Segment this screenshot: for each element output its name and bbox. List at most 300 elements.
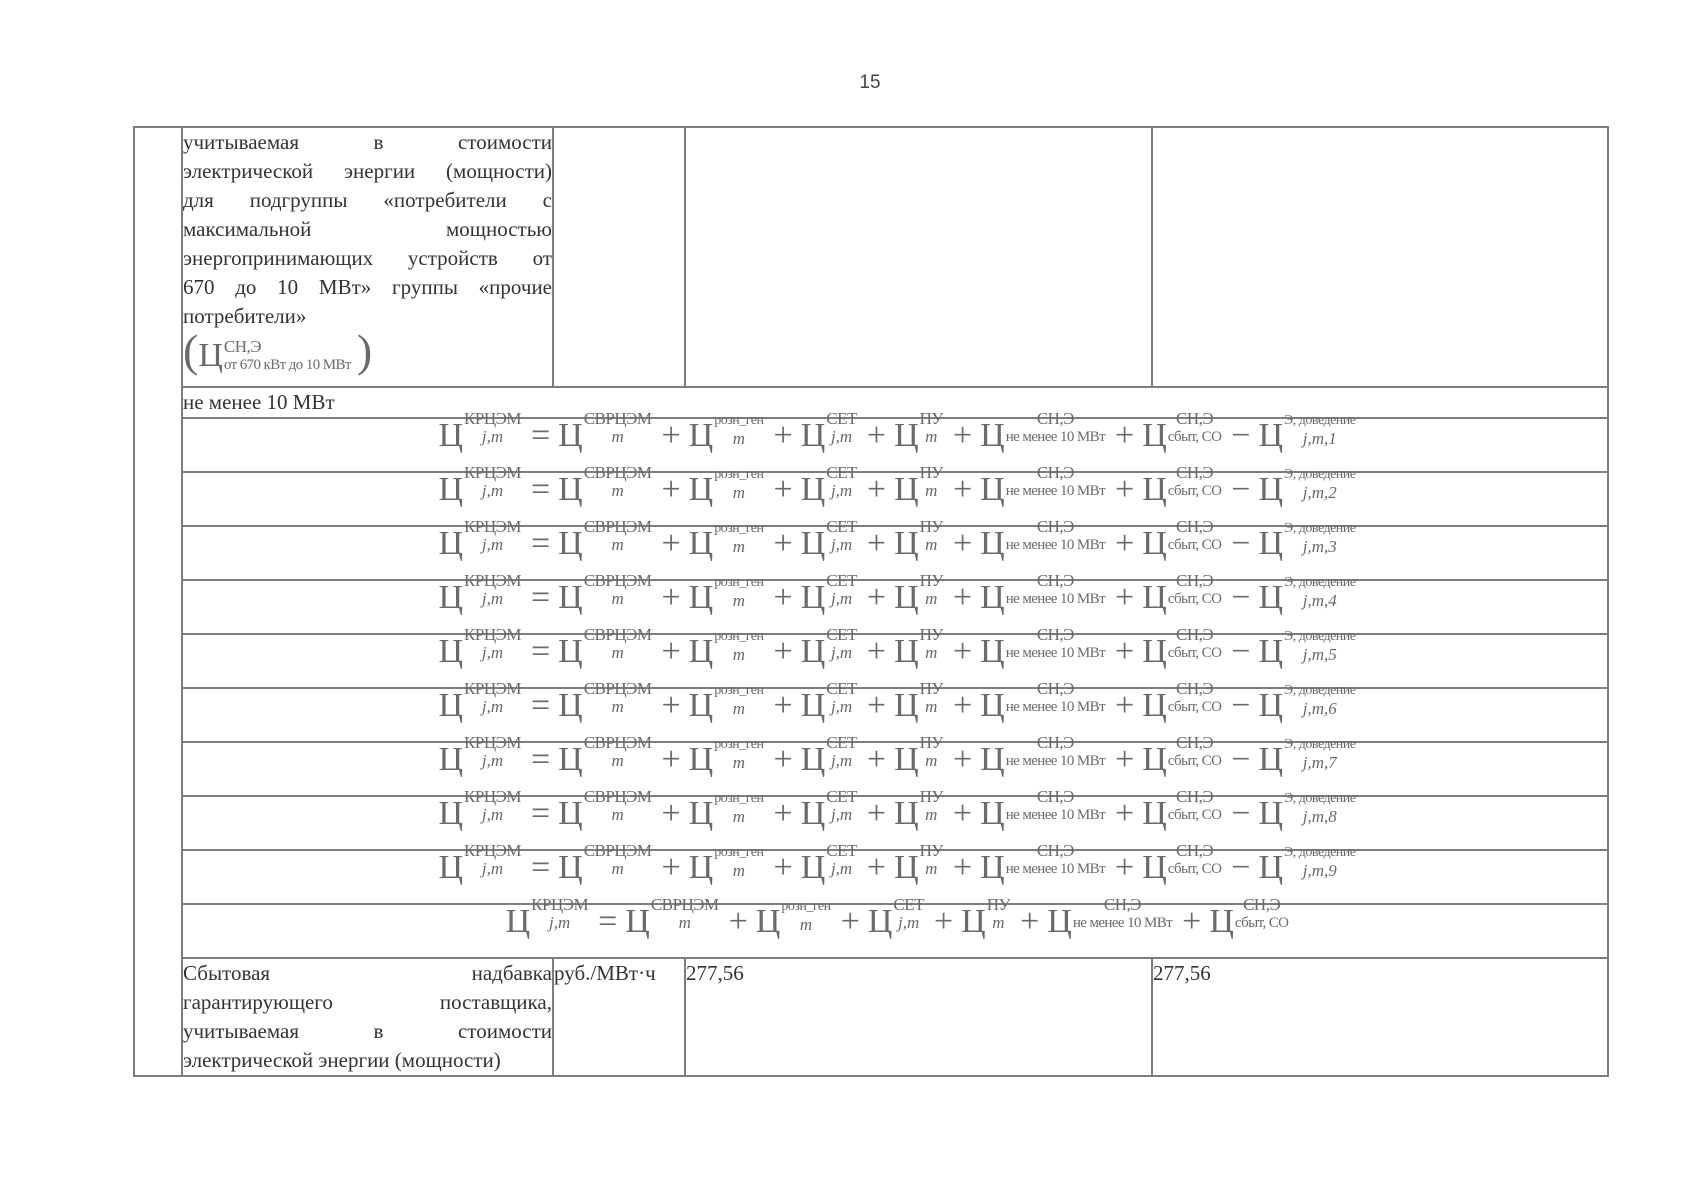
symbol-base: Ц: [1258, 633, 1284, 670]
symbol-sub: сбыт, СО: [1234, 915, 1289, 931]
symbol-sub: j,m: [830, 697, 853, 716]
symbol-sub: m: [732, 483, 745, 502]
unit-cell: руб./МВт·ч: [553, 958, 685, 1076]
symbol-sub: не менее 10 МВт: [1005, 753, 1106, 769]
symbol-sub: j,m,4: [1302, 591, 1337, 610]
symbol-sup: СН,Э: [1036, 625, 1074, 644]
symbol-sup: розн_ген: [714, 845, 764, 860]
symbol-base: Ц: [980, 525, 1005, 562]
symbol-base: Ц: [1258, 417, 1284, 454]
plus-sign: +: [866, 579, 887, 616]
symbol-sup: СВРЦЭМ: [583, 679, 652, 698]
symbol-base: Ц: [688, 579, 714, 616]
plus-sign: +: [1115, 471, 1135, 508]
symbol-base: Ц: [800, 417, 826, 454]
plus-sign: +: [773, 849, 793, 886]
symbol-base: Ц: [688, 633, 714, 670]
symbol-sub: j,m: [481, 427, 504, 446]
symbol-sub: m: [732, 861, 745, 880]
symbol-sub: m: [611, 805, 624, 824]
plus-sign: +: [952, 687, 973, 724]
description-cell: [182, 127, 553, 387]
symbol-base: Ц: [438, 741, 464, 778]
minus-sign: −: [1231, 525, 1251, 562]
formula-row: [134, 526, 1608, 580]
plus-sign: +: [866, 471, 887, 508]
symbol-sub: сбыт, СО: [1167, 591, 1222, 607]
symbol-sub: не менее 10 МВт: [1005, 537, 1106, 553]
symbol-sup: СВРЦЭМ: [583, 463, 652, 482]
symbol-base: Ц: [625, 903, 650, 940]
symbol-sub: j,m,9: [1302, 861, 1337, 880]
symbol-base: Ц: [558, 795, 583, 832]
symbol-base: Ц: [1142, 849, 1167, 886]
symbol-sup: розн_ген: [714, 737, 764, 752]
formula: [434, 571, 1356, 632]
symbol-sub: m: [925, 805, 938, 824]
equals-sign: =: [530, 687, 551, 724]
symbol-sub: m: [611, 535, 624, 554]
symbol-sup: КРЦЭМ: [464, 571, 521, 590]
value-cell-1: 277,56: [685, 958, 1152, 1076]
symbol-sub: сбыт, СО: [1167, 429, 1222, 445]
formula-cell: [182, 625, 1608, 688]
formula-cell: [182, 517, 1608, 580]
symbol-base: Ц: [980, 417, 1005, 454]
symbol-sup: СВРЦЭМ: [583, 409, 652, 428]
plus-sign: +: [661, 525, 681, 562]
symbol-sup: СН,Э: [1243, 895, 1281, 914]
symbol-sup: Э, доведение: [1284, 791, 1356, 806]
tariff-symbol: ( Ц СН,Э от 670 кВт до 10 МВт ): [183, 325, 373, 376]
symbol-base: Ц: [980, 795, 1005, 832]
formula-row: [134, 580, 1608, 634]
description-line: 670 до 10 МВт» группы «прочие: [183, 275, 552, 299]
symbol-base: Ц: [894, 525, 919, 562]
symbol-base: Ц: [1142, 687, 1167, 724]
symbol-sup: Э, доведение: [1284, 629, 1356, 644]
symbol-sup: ПУ: [919, 625, 943, 644]
plus-sign: +: [952, 471, 973, 508]
symbol-base: Ц: [438, 687, 464, 724]
symbol-sup: СН,Э: [1175, 787, 1214, 806]
symbol-sub: m: [925, 427, 938, 446]
symbol-base: Ц: [688, 525, 714, 562]
symbol-sup: КРЦЭМ: [464, 625, 521, 644]
section-label: не менее 10 МВт: [182, 387, 1608, 418]
symbol-sup: СН,Э: [1036, 841, 1074, 860]
symbol-sup: СН,Э: [1036, 571, 1074, 590]
plus-sign: +: [1115, 741, 1135, 778]
plus-sign: +: [866, 741, 887, 778]
symbol-base: Ц: [505, 903, 531, 940]
symbol-base: Ц: [800, 795, 826, 832]
symbol-base: Ц: [894, 795, 919, 832]
symbol-sup: ПУ: [919, 679, 943, 698]
equals-sign: =: [530, 579, 551, 616]
symbol-sub: не менее 10 МВт: [1005, 807, 1106, 823]
symbol-sub: j,m,7: [1302, 753, 1337, 772]
symbol-sub: сбыт, СО: [1167, 537, 1222, 553]
symbol-sup: СВРЦЭМ: [583, 625, 652, 644]
symbol-sub: m: [925, 481, 938, 500]
symbol-sub: j,m: [481, 751, 504, 770]
equals-sign: =: [598, 903, 618, 940]
symbol-sub: j,m: [481, 589, 504, 608]
plus-sign: +: [773, 687, 793, 724]
symbol-sup: КРЦЭМ: [464, 517, 521, 536]
symbol-sup: розн_ген: [714, 791, 764, 806]
formula-cell: [182, 571, 1608, 634]
minus-sign: −: [1231, 633, 1251, 670]
plus-sign: +: [661, 687, 681, 724]
value-cell-1: [685, 127, 1152, 387]
symbol-base: Ц: [1142, 633, 1167, 670]
plus-sign: +: [952, 849, 973, 886]
symbol-sup: Э, доведение: [1284, 737, 1356, 752]
plus-sign: +: [1115, 525, 1135, 562]
symbol-sub: m: [732, 807, 745, 826]
equals-sign: =: [530, 525, 551, 562]
minus-sign: −: [1231, 579, 1251, 616]
symbol-sup: СЕТ: [826, 409, 857, 428]
symbol-sup: ПУ: [919, 841, 943, 860]
symbol-sup: СН,Э: [1036, 517, 1074, 536]
description-line: гарантирующего поставщика,: [183, 990, 552, 1014]
symbol-base: Ц: [438, 471, 464, 508]
value-cell-2: 277,56: [1152, 958, 1608, 1076]
symbol-sub: сбыт, СО: [1167, 807, 1222, 823]
plus-sign: +: [866, 849, 887, 886]
symbol-base: Ц: [800, 687, 826, 724]
symbol-sup: ПУ: [919, 463, 943, 482]
symbol-sup: СН,Э: [1036, 787, 1074, 806]
plus-sign: +: [1115, 417, 1135, 454]
plus-sign: +: [1182, 903, 1202, 940]
symbol-sub: сбыт, СО: [1167, 861, 1222, 877]
plus-sign: +: [866, 687, 887, 724]
symbol-sup: КРЦЭМ: [464, 733, 521, 752]
plus-sign: +: [866, 633, 887, 670]
symbol-sup: ПУ: [919, 517, 943, 536]
symbol-base: Ц: [438, 795, 464, 832]
symbol-sup: СН,Э: [1036, 679, 1074, 698]
symbol-sub: m: [732, 591, 745, 610]
symbol-base: Ц: [894, 579, 919, 616]
symbol-base: Ц: [800, 579, 826, 616]
symbol-sub: m: [925, 751, 938, 770]
symbol-sub: j,m,1: [1302, 429, 1337, 448]
symbol-sup: СН,Э: [1036, 733, 1074, 752]
plus-sign: +: [661, 633, 681, 670]
plus-sign: +: [1020, 903, 1040, 940]
symbol-sub: m: [732, 753, 745, 772]
symbol-base: Ц: [1142, 417, 1167, 454]
formula-row: [134, 850, 1608, 904]
plus-sign: +: [661, 471, 681, 508]
symbol-sup: СЕТ: [826, 571, 857, 590]
symbol-sub: j,m: [830, 427, 853, 446]
symbol-sub: m: [732, 537, 745, 556]
symbol-sup: розн_ген: [714, 629, 764, 644]
formula-cell: [182, 895, 1608, 958]
symbol-base: Ц: [1142, 795, 1167, 832]
symbol-base: Ц: [438, 579, 464, 616]
symbol-base: Ц: [558, 687, 583, 724]
minus-sign: −: [1231, 849, 1251, 886]
symbol-base: Ц: [1258, 525, 1284, 562]
symbol-sub: сбыт, СО: [1167, 753, 1222, 769]
plus-sign: +: [866, 525, 887, 562]
symbol-sub: m: [611, 859, 624, 878]
symbol-sup: КРЦЭМ: [464, 841, 521, 860]
left-margin-cell: [134, 127, 182, 1076]
symbol-sup: СЕТ: [826, 679, 857, 698]
symbol-sup: ПУ: [919, 733, 943, 752]
symbol-base: Ц: [1258, 795, 1284, 832]
formula-row: [134, 688, 1608, 742]
minus-sign: −: [1231, 687, 1251, 724]
formula: [502, 895, 1289, 956]
symbol-base: Ц: [1258, 579, 1284, 616]
symbol-base: Ц: [1142, 741, 1167, 778]
plus-sign: +: [773, 633, 793, 670]
symbol-sub: m: [732, 645, 745, 664]
symbol-sup: СН,Э: [1175, 517, 1214, 536]
description-line: потребители»: [183, 304, 307, 328]
plus-sign: +: [952, 417, 973, 454]
symbol-base: Ц: [894, 741, 919, 778]
symbol-sup: розн_ген: [714, 521, 764, 536]
plus-sign: +: [1115, 795, 1135, 832]
symbol-sub: не менее 10 МВт: [1005, 645, 1106, 661]
tariff-table: [133, 126, 1609, 1077]
symbol-base: Ц: [688, 849, 714, 886]
symbol-sup: КРЦЭМ: [464, 679, 521, 698]
symbol-sup: СН,Э: [1175, 463, 1214, 482]
plus-sign: +: [952, 579, 973, 616]
symbol-base: Ц: [558, 741, 583, 778]
plus-sign: +: [661, 795, 681, 832]
symbol-sub: j,m: [481, 643, 504, 662]
symbol-sup: Э, доведение: [1284, 845, 1356, 860]
symbol-base: Ц: [1258, 741, 1284, 778]
symbol-sub: j,m,6: [1302, 699, 1337, 718]
symbol-sup: СВРЦЭМ: [583, 571, 652, 590]
symbol-sup: СН,Э: [1175, 679, 1214, 698]
minus-sign: −: [1231, 795, 1251, 832]
symbol-sup: СВРЦЭМ: [650, 895, 719, 914]
symbol-sub: m: [799, 915, 813, 934]
plus-sign: +: [661, 741, 681, 778]
equals-sign: =: [530, 849, 551, 886]
symbol-base: Ц: [688, 471, 714, 508]
description-line: электрической энергии (мощности): [183, 1048, 501, 1072]
symbol-sup: СВРЦЭМ: [583, 517, 652, 536]
symbol-base: Ц: [894, 849, 919, 886]
symbol-base: Ц: [438, 849, 464, 886]
minus-sign: −: [1231, 417, 1251, 454]
symbol-base: Ц: [961, 903, 986, 940]
symbol-sub: не менее 10 МВт: [1005, 591, 1106, 607]
symbol-sub: m: [925, 535, 938, 554]
symbol-sub: m: [992, 913, 1005, 932]
plus-sign: +: [1115, 633, 1135, 670]
symbol-base: Ц: [438, 633, 464, 670]
symbol-sub: j,m: [830, 535, 853, 554]
symbol-sup: розн_ген: [714, 467, 764, 482]
symbol-sup: СЕТ: [893, 895, 924, 914]
symbol-base: Ц: [688, 741, 714, 778]
symbol-sup: розн_ген: [714, 413, 764, 428]
description-line: учитываемая в стоимости: [183, 1019, 552, 1043]
symbol-base: Ц: [558, 633, 583, 670]
symbol-base: Ц: [980, 687, 1005, 724]
formula-row: [134, 796, 1608, 850]
unit-cell: [553, 127, 685, 387]
symbol-base: Ц: [800, 849, 826, 886]
symbol-sub: j,m: [830, 751, 853, 770]
plus-sign: +: [952, 525, 973, 562]
symbol-sub: m: [611, 427, 624, 446]
symbol-sub: m: [925, 697, 938, 716]
symbol-base: Ц: [980, 579, 1005, 616]
symbol-sub: m: [611, 481, 624, 500]
symbol-sup: КРЦЭМ: [464, 409, 521, 428]
symbol-sup: ПУ: [919, 787, 943, 806]
symbol-base: Ц: [980, 849, 1005, 886]
symbol-sup: КРЦЭМ: [464, 787, 521, 806]
equals-sign: =: [530, 741, 551, 778]
plus-sign: +: [773, 579, 793, 616]
plus-sign: +: [952, 633, 973, 670]
symbol-base: Ц: [755, 903, 781, 940]
symbol-sup: СН,Э: [1103, 895, 1142, 914]
symbol-sub: j,m,8: [1302, 807, 1337, 826]
symbol-sub: j,m,2: [1302, 483, 1337, 502]
symbol-sup: Э, доведение: [1284, 467, 1356, 482]
symbol-base: Ц: [894, 417, 919, 454]
plus-sign: +: [866, 417, 887, 454]
symbol-base: Ц: [558, 525, 583, 562]
symbol-base: Ц: [688, 417, 714, 454]
symbol-sup: КРЦЭМ: [464, 463, 521, 482]
symbol-base: Ц: [894, 633, 919, 670]
formula: [434, 409, 1356, 470]
symbol-base: Ц: [438, 417, 464, 454]
symbol-sub: j,m: [481, 805, 504, 824]
formula-cell: [182, 787, 1608, 850]
symbol-sup: Э, доведение: [1284, 413, 1356, 428]
symbol-sub: j,m: [481, 859, 504, 878]
symbol-base: Ц: [980, 633, 1005, 670]
plus-sign: +: [728, 903, 748, 940]
symbol-base: Ц: [558, 579, 583, 616]
symbol-sup: СН,Э: [1175, 625, 1214, 644]
description-line: для подгруппы «потребители с: [183, 188, 552, 212]
description-line: максимальной мощностью: [183, 217, 552, 241]
symbol-base: Ц: [800, 633, 826, 670]
symbol-base: Ц: [1209, 903, 1234, 940]
symbol-base: Ц: [894, 687, 919, 724]
formula-cell: [182, 463, 1608, 526]
plus-sign: +: [1115, 849, 1135, 886]
equals-sign: =: [530, 471, 551, 508]
symbol-sup: розн_ген: [714, 683, 764, 698]
formula-row-final: [134, 904, 1608, 958]
symbol-sup: СЕТ: [826, 463, 857, 482]
formula: [434, 787, 1356, 848]
symbol-sub: m: [925, 589, 938, 608]
minus-sign: −: [1231, 741, 1251, 778]
formula-cell: [182, 409, 1608, 472]
symbol-base: Ц: [800, 741, 826, 778]
symbol-sup: розн_ген: [781, 899, 831, 914]
description-cell: [182, 958, 553, 1076]
symbol-sup: СЕТ: [826, 841, 857, 860]
symbol-sub: j,m,5: [1302, 645, 1337, 664]
symbol-sub: m: [925, 859, 938, 878]
symbol-base: Ц: [688, 687, 714, 724]
symbol-base: Ц: [688, 795, 714, 832]
formula-row: [134, 742, 1608, 796]
plus-sign: +: [661, 849, 681, 886]
symbol-sup: СЕТ: [826, 733, 857, 752]
symbol-sub: j,m: [830, 859, 853, 878]
plus-sign: +: [1115, 687, 1135, 724]
formula-cell: [182, 679, 1608, 742]
symbol-sup: СН,Э: [223, 337, 261, 356]
symbol-sup: КРЦЭМ: [531, 895, 589, 914]
symbol-base: Ц: [1258, 687, 1284, 724]
table-row-bottom: [134, 958, 1608, 1076]
plus-sign: +: [773, 471, 793, 508]
plus-sign: +: [773, 795, 793, 832]
symbol-base: Ц: [980, 741, 1005, 778]
symbol-base: Ц: [800, 471, 826, 508]
symbol-sub: m: [732, 699, 745, 718]
plus-sign: +: [866, 795, 887, 832]
formula: [434, 679, 1356, 740]
symbol-base: Ц: [198, 337, 223, 374]
symbol-sub: от 670 кВт до 10 МВт: [223, 357, 351, 373]
symbol-sub: m: [925, 643, 938, 662]
symbol-sub: не менее 10 МВт: [1005, 483, 1106, 499]
symbol-sub: j,m: [830, 643, 853, 662]
symbol-sup: СН,Э: [1175, 841, 1214, 860]
symbol-sub: j,m: [830, 481, 853, 500]
symbol-sub: не менее 10 МВт: [1005, 429, 1106, 445]
symbol-sup: СЕТ: [826, 787, 857, 806]
symbol-base: Ц: [1258, 849, 1284, 886]
symbol-sub: j,m,3: [1302, 537, 1337, 556]
symbol-sub: m: [678, 913, 691, 932]
formula: [434, 463, 1356, 524]
symbol-sup: СЕТ: [826, 517, 857, 536]
symbol-base: Ц: [1142, 471, 1167, 508]
formula: [434, 625, 1356, 686]
symbol-sup: розн_ген: [714, 575, 764, 590]
symbol-sup: Э, доведение: [1284, 683, 1356, 698]
symbol-base: Ц: [980, 471, 1005, 508]
symbol-base: Ц: [1142, 525, 1167, 562]
formula-row: [134, 634, 1608, 688]
symbol-sup: ПУ: [919, 409, 943, 428]
symbol-sub: m: [611, 589, 624, 608]
symbol-sub: j,m: [481, 481, 504, 500]
plus-sign: +: [661, 417, 681, 454]
plus-sign: +: [773, 417, 793, 454]
